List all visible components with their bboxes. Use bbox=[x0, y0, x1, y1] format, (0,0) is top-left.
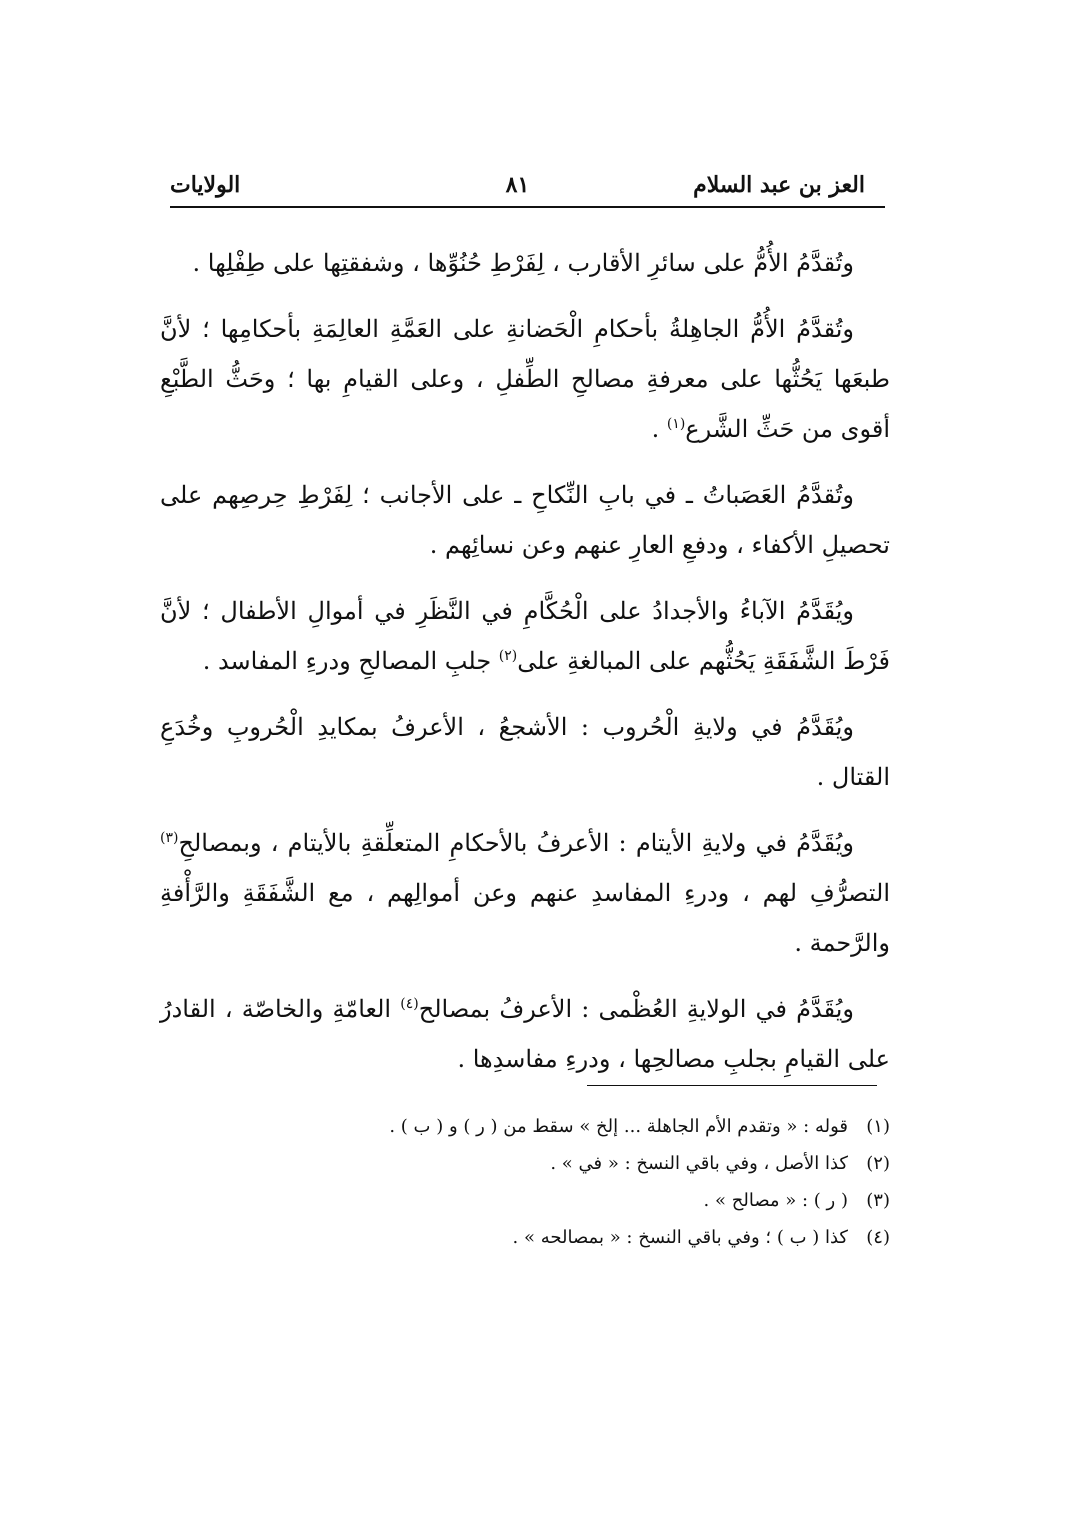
footnote-text: ( ر ) : « مصالح » . bbox=[703, 1190, 848, 1211]
page-number: ٨١ bbox=[505, 172, 530, 198]
footnotes bbox=[250, 1108, 890, 1256]
footnote bbox=[250, 1182, 890, 1219]
paragraph: وتُقدَّمُ العَصَباتُ ـ في بابِ النِّكاحِ ـ على الأجانب ؛ لِفَرْطِ حِرصِهم على تحصيلِ الأكفاء ، ودفعِ العارِ عنهم وعن نسائِهم . bbox=[160, 481, 890, 559]
paragraph: وتُقدَّمُ الأُمُّ الجاهِلةُ بأحكامِ الْحَضانةِ على العَمَّةِ العالِمَةِ بأحكامِها ؛ لأنَّ طبعَها يَحُثُّها على معرفةِ مصالحِ الطِّفلِ ، وعلى القيامِ بها ؛ وحَثُّ الطَّبْعِ أقوى من حَثِّ الشَّرع$^{(١)}$ . bbox=[160, 315, 890, 443]
footnote-text: قوله : « وتقدم الأم الجاهلة ... إلخ » سقط من ( ر ) و ( ب ) . bbox=[389, 1116, 848, 1137]
paragraph: وتُقدَّمُ الأُمُّ على سائرِ الأقارب ، لِفَرْطِ حُنُوِّها ، وشفقتِها على طِفْلِها . bbox=[192, 249, 854, 277]
paragraph: ويُقَدَّمُ في ولايةِ الأيتام : الأعرفُ بالأحكامِ المتعلِّقةِ بالأيتام ، وبمصالحِ$^{(٣)}$ التصرُّفِ لهم ، ودرءِ المفاسدِ عنهم وعن أموالِهم ، مع الشَّفَقَةِ والرَّأْفةِ والرَّحمة . bbox=[160, 829, 890, 957]
footnote-text: كذا الأصل ، وفي باقي النسخ : « في » . bbox=[550, 1153, 848, 1174]
header-divider bbox=[170, 206, 885, 208]
section-title: الولايات bbox=[170, 172, 241, 198]
main-text bbox=[160, 238, 890, 1100]
footnote-text: كذا ( ب ) ؛ وفي باقي النسخ : « بمصالحه » . bbox=[512, 1227, 848, 1248]
paragraph: ويُقَدَّمُ الآباءُ والأجدادُ على الْحُكَّامِ في النَّظَرِ في أموالِ الأطفال ؛ لأنَّ فَرْطَ الشَّفَقَةِ يَحُثُّهم على المبالغةِ على$^{(٢)}$ جلبِ المصالحِ ودرءِ المفاسد . bbox=[160, 597, 890, 675]
footnote-marker: (٢) bbox=[498, 648, 518, 664]
footnote-divider bbox=[587, 1085, 877, 1086]
footnote-number: (٢) bbox=[866, 1153, 890, 1174]
footnote bbox=[250, 1219, 890, 1256]
footnote-marker: (١) bbox=[666, 416, 686, 432]
running-head bbox=[170, 172, 865, 204]
footnote-number: (٣) bbox=[866, 1190, 890, 1211]
author-name: العز بن عبد السلام bbox=[693, 172, 865, 198]
paragraph: ويُقَدَّمُ في الولايةِ العُظْمى : الأعرفُ بمصالح$^{(٤)}$ العامّةِ والخاصّة ، القادرُ على القيامِ بجلبِ مصالحِها ، ودرءِ مفاسدِها . bbox=[160, 995, 890, 1073]
footnote-marker: (٤) bbox=[400, 996, 419, 1012]
footnote-number: (٤) bbox=[866, 1227, 890, 1248]
footnote bbox=[250, 1108, 890, 1145]
paragraph: ويُقَدَّمُ في ولايةِ الْحُروب : الأشجعُ ، الأعرفُ بمكايدِ الْحُروبِ وخُدَعِ القتال . bbox=[160, 713, 890, 791]
footnote-marker: (٣) bbox=[160, 830, 179, 846]
footnote-number: (١) bbox=[866, 1116, 890, 1137]
footnote bbox=[250, 1145, 890, 1182]
